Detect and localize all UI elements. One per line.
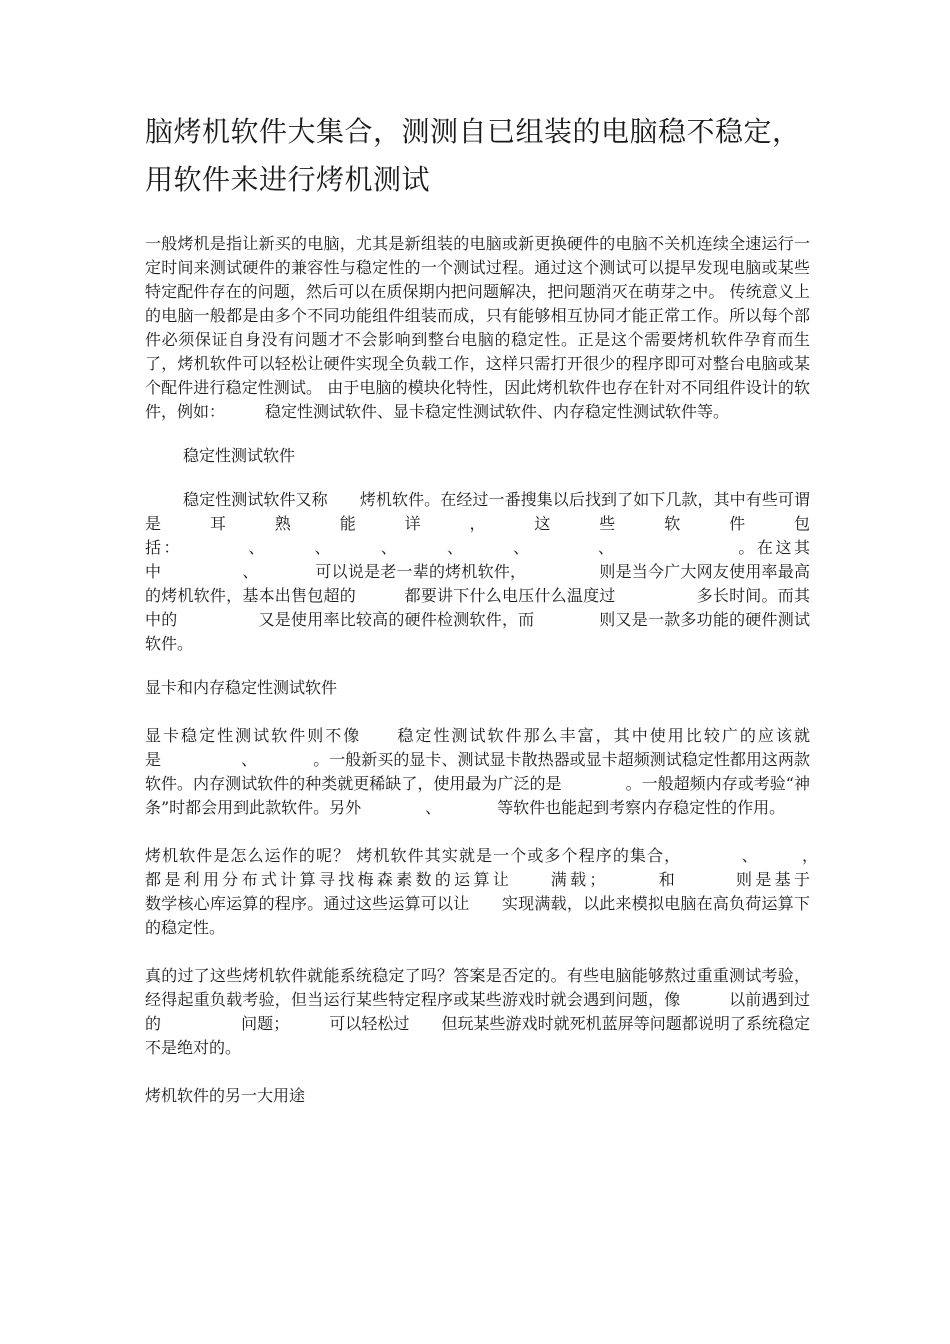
gpu-memory-paragraph: 显卡稳定性测试软件则不像 稳定性测试软件那么丰富，其中使用比较广的应该就是 、 。一般新买的显卡、测试显卡散热器或显卡超频测试稳定性都用这两款软件。内存测试软件的种类就更稀缺了，使用最为广泛的是 。一般超频内存或考验“神条”时都会用到此款软件。另外 、 等软件也能起到考察内存稳定性的作用。 <box>145 726 810 817</box>
section-heading-other-use: 烤机软件的另一大用途 <box>145 1086 306 1105</box>
stability-paragraph: 稳定性测试软件又称 烤机软件。在经过一番搜集以后找到了如下几款，其中有些可谓是耳熟能详，这些软件包括： 、 、 、 、 、 、 。在这其中 、 可以说是老一辈的烤机软件， 则是当今广大网友使用率最高的烤机软件，基本出售包超的 都要讲下什么电压什么温度过 多长时间。而其中的 又是使用率比较高的硬件检测软件，而 则又是一款多功能的硬件测试软件。 <box>145 490 810 653</box>
intro-paragraph: 一般烤机是指让新买的电脑，尤其是新组装的电脑或新更换硬件的电脑不关机连续全速运行一定时间来测试硬件的兼容性与稳定性的一个测试过程。通过这个测试可以提早发现电脑或某些特定配件存在的问题，然后可以在质保期内把问题解决，把问题消灭在萌芽之中。 传统意义上的电脑一般都是由多个不同功能组件组装而成，只有能够相互协同才能正常工作。所以每个部件必须保证自身没有问题才不会影响到整台电脑的稳定性。正是这个需要烤机软件孕育而生了，烤机软件可以轻松让硬件实现全负载工作，这样只需打开很少的程序即可对整台电脑或某个配件进行稳定性测试。 由于电脑的模块化特性，因此烤机软件也存在针对不同组件设计的软件，例如： 稳定性测试软件、显卡稳定性测试软件、内存稳定性测试软件等。 <box>145 234 810 421</box>
section-heading-gpu-memory: 显卡和内存稳定性测试软件 <box>145 678 338 697</box>
section-heading-stability: 稳定性测试软件 <box>183 446 296 465</box>
how-it-works-paragraph: 烤机软件是怎么运作的呢？ 烤机软件其实就是一个或多个程序的集合， 、 ， 都是利用分布式计算寻找梅森素数的运算让 满载； 和 则是基于 数学核心库运算的程序。通过这些运算可以让 实现满载，以此来模拟电脑在高负荷运算下的稳定性。 <box>145 846 923 937</box>
document-body <box>145 232 923 1108</box>
document-title: 脑烤机软件大集合，测测自已组装的电脑稳不稳定，用软件来进行烤机测试 <box>145 115 801 196</box>
stability-question-paragraph: 真的过了这些烤机软件就能系统稳定了吗？答案是否定的。有些电脑能够熬过重重测试考验，经得起重负载考验，但当运行某些特定程序或某些游戏时就会遇到问题，像 以前遇到过的 问题； 可以轻松过 但玩某些游戏时就死机蓝屏等问题都说明了系统稳定不是绝对的。 <box>145 966 810 1057</box>
